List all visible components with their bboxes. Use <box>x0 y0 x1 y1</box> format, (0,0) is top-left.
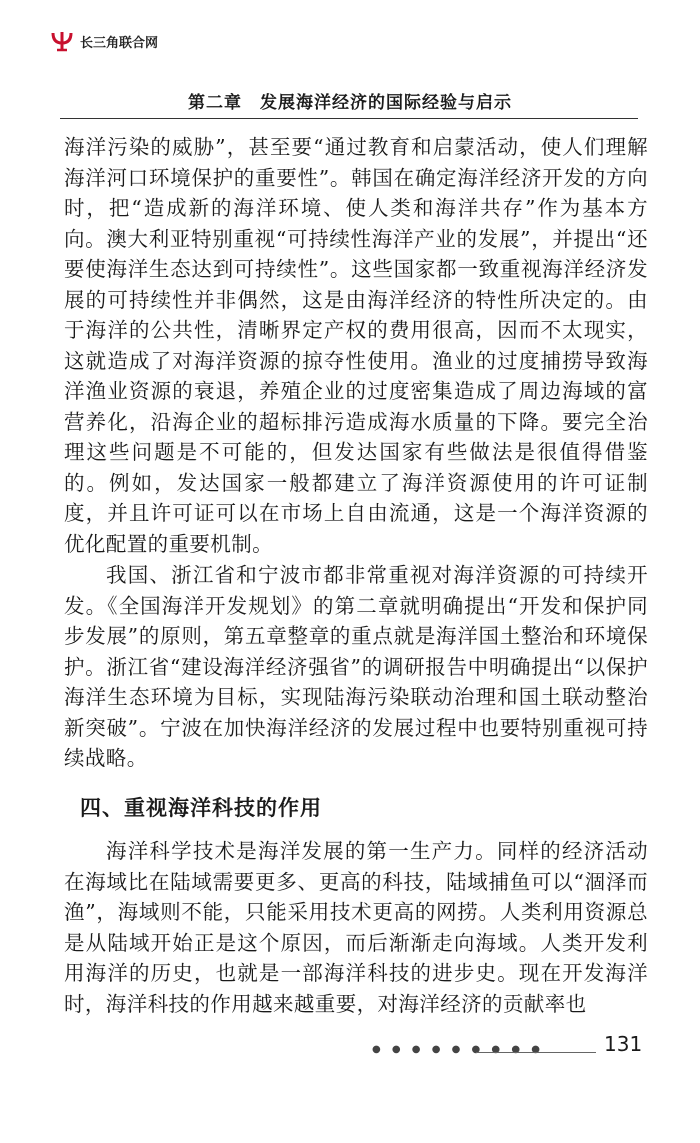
header-divider <box>60 118 638 119</box>
running-header <box>0 88 700 113</box>
body-paragraph: 海洋科学技术是海洋发展的第一生产力。同样的经济活动在海域比在陆域需要更多、更高的科技，陆域捕鱼可以“涸泽而渔”，海域则不能，只能采用技术更高的网捞。人类利用资源总是从陆域开始正是这个原因，而后渐渐走向海域。人类开发利用海洋的历史，也就是一部海洋科技的进步史。现在开发海洋时，海洋科技的作用越来越重要，对海洋经济的贡献率也 <box>64 839 648 1016</box>
body-paragraph: 我国、浙江省和宁波市都非常重视对海洋资源的可持续开发。《全国海洋开发规划》的第二章就明确提出“开发和保护同步发展”的原则，第五章整章的重点就是海洋国土整治和环境保护。浙江省“建设海洋经济强省”的调研报告中明确提出“以保护海洋生态环境为目标，实现陆海污染联动治理和国土联动整治新突破”。宁波在加快海洋经济的发展过程中也要特别重视可持续战略。 <box>64 563 648 770</box>
chapter-number: 第二章 <box>188 93 242 113</box>
section-heading: 四、重视海洋科技的作用 <box>80 796 322 820</box>
site-name: 长三角联合网 <box>80 35 159 51</box>
site-logo <box>50 30 158 52</box>
page-number: 131 <box>604 1032 643 1056</box>
body-paragraph: 海洋污染的威胁”，甚至要“通过教育和启蒙活动，使人们理解海洋河口环境保护的重要性”。韩国在确定海洋经济开发的方向时，把“造成新的海洋环境、使人类和海洋共存”作为基本方向。澳大利亚特别重视“可持续性海洋产业的发展”，并提出“还要使海洋生态达到可持续性”。这些国家都一致重视海洋经济发展的可持续性并非偶然，这是由海洋经济的特性所决定的。由于海洋的公共性，清晰界定产权的费用很高，因而不太现实，这就造成了对海洋资源的掠夺性使用。渔业的过度捕捞导致海洋渔业资源的衰退，养殖企业的过度密集造成了周边海域的富营养化，沿海企业的超标排污造成海水质量的下降。要完全治理这些问题是不可能的，但发达国家有些做法是很值得借鉴的。例如，发达国家一般都建立了海洋资源使用的许可证制度，并且许可证可以在市场上自由流通，这是一个海洋资源的优化配置的重要机制。 <box>64 135 648 556</box>
footer-dots: ● ● ● ● ● ● ● ● ● <box>372 1044 544 1055</box>
psi-logo-icon <box>50 30 74 52</box>
chapter-title: 发展海洋经济的国际经验与启示 <box>260 93 512 113</box>
footer-divider <box>476 1052 596 1053</box>
